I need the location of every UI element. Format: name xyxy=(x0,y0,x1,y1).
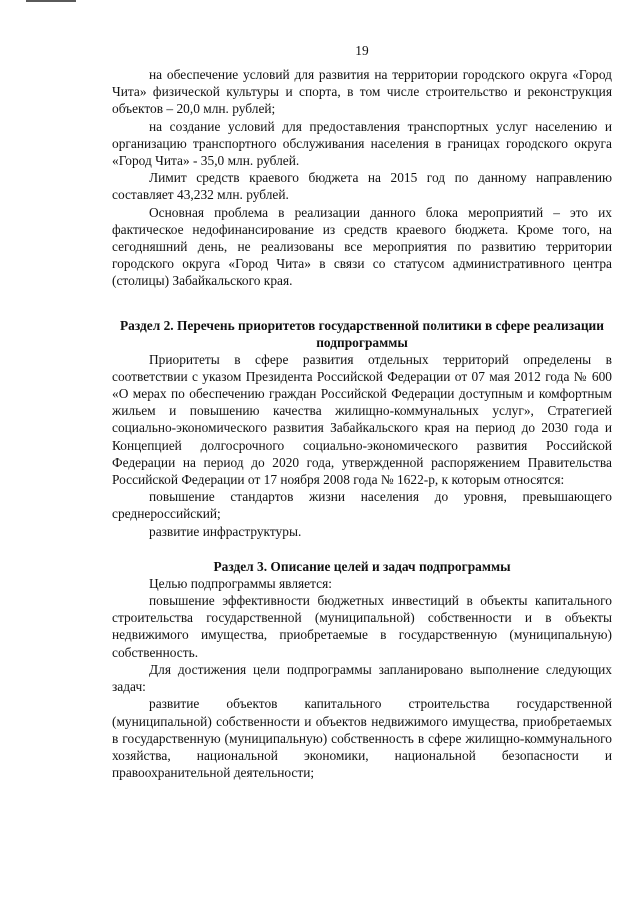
document-body xyxy=(112,66,612,781)
paragraph-goal-intro: Целью подпрограммы является: xyxy=(149,575,332,591)
paragraph-transport-funding: на создание условий для предоставления транспортных услуг населению и организацию транспортного обслуживания населения в границах городского округа «Город Чита» - 35,0 млн. рублей. xyxy=(112,118,612,169)
paragraph-priority-living-standards: повышение стандартов жизни населения до уровня, превышающего среднероссийский; xyxy=(112,489,612,522)
paragraph-budget-limit: Лимит средств краевого бюджета на 2015 год по данному направлению составляет 43,232 млн. рублей. xyxy=(112,170,612,203)
paragraph-tasks-intro: Для достижения цели подпрограммы запланировано выполнение следующих задач: xyxy=(112,661,612,695)
section-3-heading: Раздел 3. Описание целей и задач подпрограммы xyxy=(213,558,511,574)
paragraph-goal: повышение эффективности бюджетных инвестиций в объекты капитального строительства государственной (муниципальной) собственности и в объекты недвижимого имущества, приобретаемые в государственную (муниципальную) собственность. xyxy=(112,593,612,660)
paragraph-priority-infrastructure: развитие инфраструктуры. xyxy=(149,523,302,539)
section-2-heading: Раздел 2. Перечень приоритетов государственной политики в сфере реализации подпрограммы xyxy=(120,317,604,350)
paragraph-main-problem: Основная проблема в реализации данного блока мероприятий – это их фактическое недофинансирование из средств краевого бюджета. Кроме того, на сегодняшний день, не реализованы все мероприятия по развитию территории городского округа «Город Чита» в связи со статусом административного центра (столицы) Забайкальского края. xyxy=(112,204,612,289)
paragraph-priorities: Приоритеты в сфере развития отдельных территорий определены в соответствии с указом Президента Российской Федерации от 07 мая 2012 года № 600 «О мерах по обеспечению граждан Российской Федерации доступным и комфортным жильем и повышению качества жилищно-коммунальных услуг», Стратегией социально-экономического развития Забайкальского края на период до 2030 года и Концепцией долгосрочного социально-экономического развития Российской Федерации на период до 2020 года, утвержденной распоряжением Правительства Российской Федерации от 17 ноября 2008 года № 1622-р, к которым относятся: xyxy=(112,351,612,488)
paragraph-task-development: развитие объектов капитального строительства государственной (муниципальной) собственности и объектов недвижимого имущества, приобретаемых в государственную (муниципальную) собственность в сфере жилищно-коммунального хозяйства, национальной экономики, национальной безопасности и правоохранительной деятельности; xyxy=(112,696,612,781)
scan-edge-mark xyxy=(26,0,76,2)
page-number: 19 xyxy=(355,43,369,58)
paragraph-sport-funding: на обеспечение условий для развития на территории городского округа «Город Чита» физической культуры и спорта, в том числе строительство и реконструкция объектов – 20,0 млн. рублей; xyxy=(112,67,612,117)
